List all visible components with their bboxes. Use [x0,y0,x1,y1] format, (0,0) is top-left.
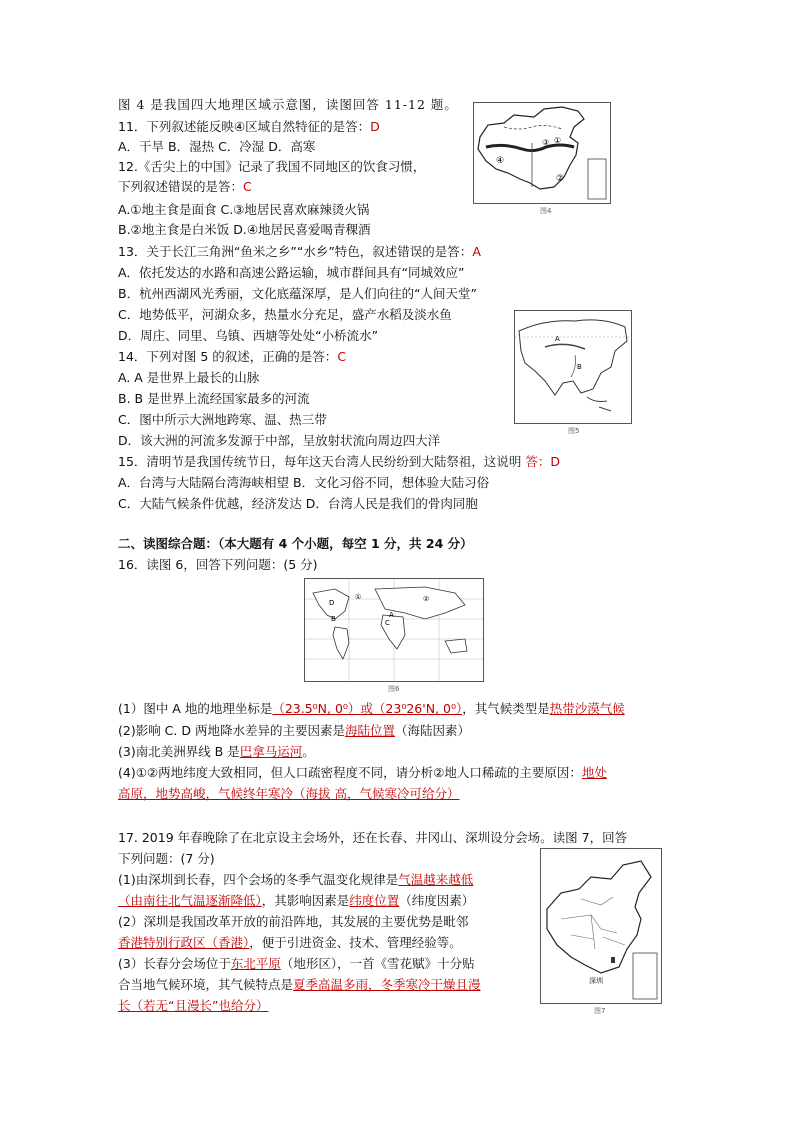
figure-5-map [514,310,632,424]
q17-stem-1: 17. 2019 年春晚除了在北京设主会场外，还在长春、井冈山、深圳设分会场。读图 7，回答 [118,830,628,845]
q14-option-c: C．图中所示大洲地跨寒、温、热三带 [118,412,327,427]
q17-answer-1: (1)由深圳到长春，四个会场的冬季气温变化规律是气温越来越低 [118,872,474,887]
q16-answer-4-cont: 高原，地势高峻，气候终年寒冷（海拔 高，气候寒冷可给分） [118,786,460,801]
q11-stem: 11．下列叙述能反映④区域自然特征的是答：D [118,119,380,134]
map-label-2: ② [556,174,565,184]
map-label-d: D [329,599,335,607]
china-regions-map [474,103,610,203]
q17-answer-3: (3）长春分会场位于东北平原（地形区），一首《雪花赋》十分贴 [118,956,475,971]
q17-answer-1-cont: （由南往北气温逐渐降低），其影响因素是纬度位置（纬度因素） [118,893,475,908]
q11-options: A．干旱 B．湿热 C．冷湿 D．高寒 [118,139,316,154]
q14-option-b: B. B 是世界上流经国家最多的河流 [118,391,310,406]
q17-answer-2-cont: 香港特别行政区（香港），便于引进资金、技术、管理经验等。 [118,935,462,950]
figure-6-map [304,578,484,682]
china-provinces-map [541,849,661,1003]
map-label-shenzhen: 深圳 [589,977,603,985]
q16-answer-1: (1）图中 A 地的地理坐标是（23.5⁰N, 0⁰）或（23⁰26'N, 0⁰），其气候类型是热带沙漠气候 [118,701,625,716]
q15-option-ab: A．台湾与大陆隔台湾海峡相望 B．文化习俗不同，想体验大陆习俗 [118,475,490,490]
q13-stem: 13．关于长江三角洲“鱼米之乡”“水乡”特色，叙述错误的是答：A [118,244,481,259]
map-label-1: ① [554,136,562,145]
q12-options-a: A.①地主食是面食 C.③地居民喜欢麻辣烫火锅 [118,202,370,217]
q16-answer-3: (3)南北美洲界线 B 是巴拿马运河。 [118,744,315,759]
q14-option-a: A. A 是世界上最长的山脉 [118,370,260,385]
q13-answer: A [472,244,481,259]
q16-answer-2: (2)影响 C. D 两地降水差异的主要因素是海陆位置（海陆因素） [118,723,470,738]
q15-answer: 答：D [525,454,561,469]
q17-answer-2: (2）深圳是我国改革开放的前沿阵地，其发展的主要优势是毗邻 [118,914,469,929]
map-label-1-world: ① [355,593,362,601]
map-label-2-world: ② [423,595,430,603]
map-label-b-world: B [331,615,336,623]
q11-answer: D [370,119,380,134]
figure-4-map [473,102,611,204]
q12-answer: C [243,179,252,194]
q12-options-b: B.②地主食是白米饭 D.④地居民喜爱喝青稞酒 [118,222,371,237]
q15-stem: 15．清明节是我国传统节日，每年这天台湾人民纷纷到大陆祭祖，这说明 答：D [118,454,561,469]
section-2-heading: 二、读图综合题：（本大题有 4 个小题，每空 1 分，共 24 分） [118,536,473,551]
q14-stem: 14．下列对图 5 的叙述，正确的是答：C [118,349,347,364]
q14-option-d: D．该大洲的河流多发源于中部，呈放射状流向周边四大洋 [118,433,441,448]
map-label-4: ④ [496,156,505,166]
map-label-a: A [555,335,560,343]
figure-7-caption: 图7 [594,1007,606,1015]
q15-option-cd: C．大陆气候条件优越，经济发达 D．台湾人民是我们的骨肉同胞 [118,496,478,511]
figure-4-caption: 图4 [540,207,552,215]
q17-answer-3-end: 长（若无“且漫长”也给分） [118,998,269,1013]
q14-answer: C [337,349,347,364]
q12-stem-1: 12.《舌尖上的中国》记录了我国不同地区的饮食习惯， [118,159,426,174]
world-map [305,579,483,681]
intro-text: 图 4 是我国四大地理区域示意图，读图回答 11-12 题。 [118,97,458,112]
q17-answer-3-cont: 合当地气候环境，其气候特点是夏季高温多雨，冬季寒冷干燥且漫 [118,977,481,992]
q16-stem: 16．读图 6，回答下列问题：(5 分) [118,557,318,572]
figure-5-caption: 图5 [568,427,580,435]
asia-map [515,311,631,423]
map-label-3: ③ [542,138,550,147]
q17-stem-2: 下列问题：(7 分) [118,851,215,866]
q13-option-c: C．地势低平，河湖众多，热量水分充足，盛产水稻及淡水鱼 [118,307,452,322]
q13-option-b: B．杭州西湖风光秀丽，文化底蕴深厚，是人们向往的“人间天堂” [118,286,478,301]
map-label-b: B [577,363,582,371]
figure-7-map [540,848,662,1004]
map-label-a-world: A [389,611,394,619]
q13-option-d: D．周庄、同里、乌镇、西塘等处处“小桥流水” [118,328,379,343]
figure-6-caption: 图6 [388,685,400,693]
q13-option-a: A．依托发达的水路和高速公路运输，城市群间具有“同城效应” [118,265,465,280]
q12-stem-2: 下列叙述错误的是答：C [118,179,252,194]
q16-answer-4: (4)①②两地纬度大致相同，但人口疏密程度不同，请分析②地人口稀疏的主要原因：地处 [118,765,607,780]
map-label-c: C [385,619,390,627]
